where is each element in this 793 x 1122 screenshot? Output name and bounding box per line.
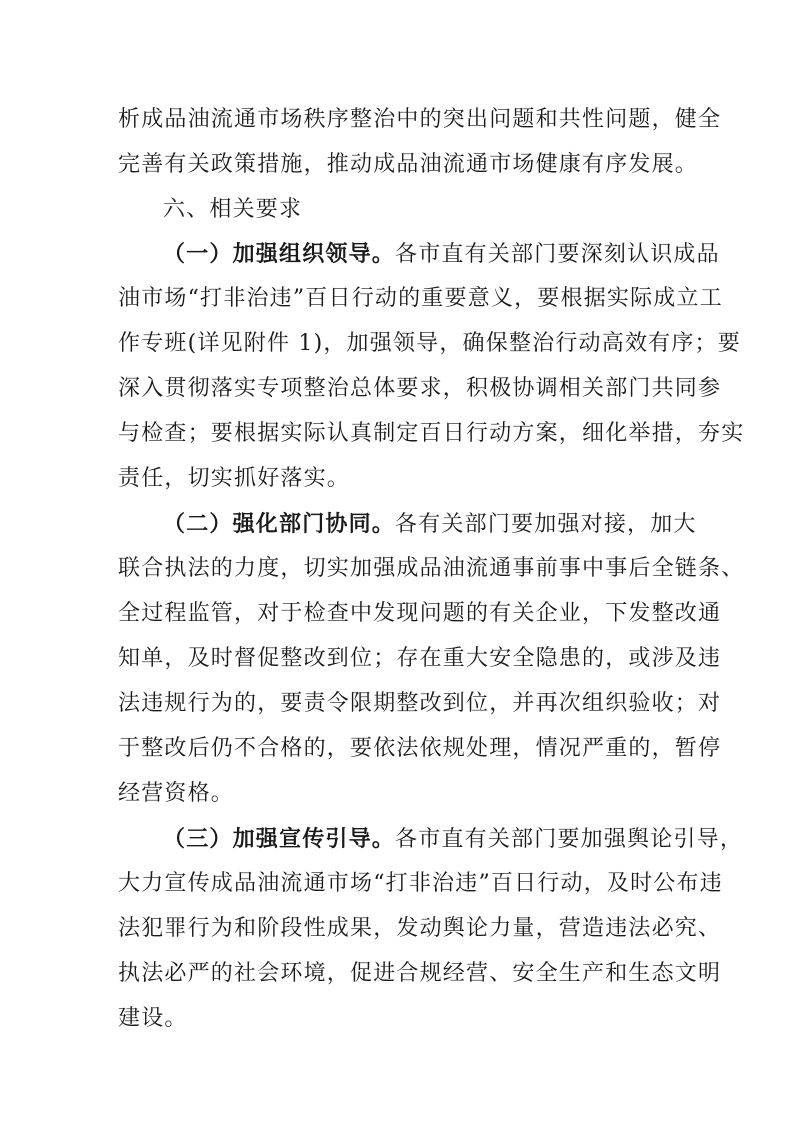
section-title: 六、相关要求 bbox=[163, 197, 303, 222]
paragraph-line: 油市场“打非治违”百日行动的重要意义，要根据实际成立工 bbox=[118, 286, 723, 311]
item-heading: （三）加强宣传引导。 bbox=[163, 826, 396, 852]
item-text: 各有关部门要加强对接，加大 bbox=[395, 512, 697, 537]
item-text: 各市直有关部门要加强舆论引导， bbox=[395, 827, 744, 852]
intro-line: 完善有关政策措施，推动成品油流通市场健康有序发展。 bbox=[118, 152, 699, 177]
paragraph-line: 法犯罪行为和阶段性成果，发动舆论力量，营造违法必究、 bbox=[118, 916, 722, 941]
paragraph-line: 作专班(详见附件 1)，加强领导，确保整治行动高效有序；要 bbox=[118, 331, 741, 356]
paragraph-line bbox=[163, 511, 697, 537]
paragraph-line: 全过程监管，对于检查中发现问题的有关企业，下发整改通 bbox=[118, 601, 722, 626]
item-text: 各市直有关部门要深刻认识成品 bbox=[395, 242, 720, 267]
paragraph-line: 大力宣传成品油流通市场“打非治违”百日行动，及时公布违 bbox=[118, 871, 723, 896]
paragraph-line: 执法必严的社会环境，促进合规经营、安全生产和生态文明 bbox=[118, 961, 722, 986]
item-heading: （二）强化部门协同。 bbox=[163, 511, 396, 537]
paragraph-line: 与检查；要根据实际认真制定百日行动方案，细化举措，夯实 bbox=[118, 421, 745, 446]
paragraph-line: 经营资格。 bbox=[118, 781, 235, 806]
paragraph-line: 法违规行为的，要责令限期整改到位，并再次组织验收；对 bbox=[118, 691, 722, 716]
paragraph-line: 深入贯彻落实专项整治总体要求，积极协调相关部门共同参 bbox=[118, 376, 722, 401]
paragraph-line: 责任，切实抓好落实。 bbox=[118, 466, 351, 491]
paragraph-line: 知单，及时督促整改到位；存在重大安全隐患的，或涉及违 bbox=[118, 646, 722, 671]
paragraph-line: 于整改后仍不合格的，要依法依规处理，情况严重的，暂停 bbox=[118, 736, 722, 761]
paragraph-line bbox=[163, 241, 720, 267]
paragraph-line: 建设。 bbox=[118, 1006, 188, 1031]
item-heading: （一）加强组织领导。 bbox=[163, 241, 396, 267]
intro-line: 析成品油流通市场秩序整治中的突出问题和共性问题，健全 bbox=[118, 107, 722, 132]
paragraph-line: 联合执法的力度，切实加强成品油流通事前事中事后全链条、 bbox=[118, 556, 745, 581]
paragraph-line bbox=[163, 826, 743, 852]
